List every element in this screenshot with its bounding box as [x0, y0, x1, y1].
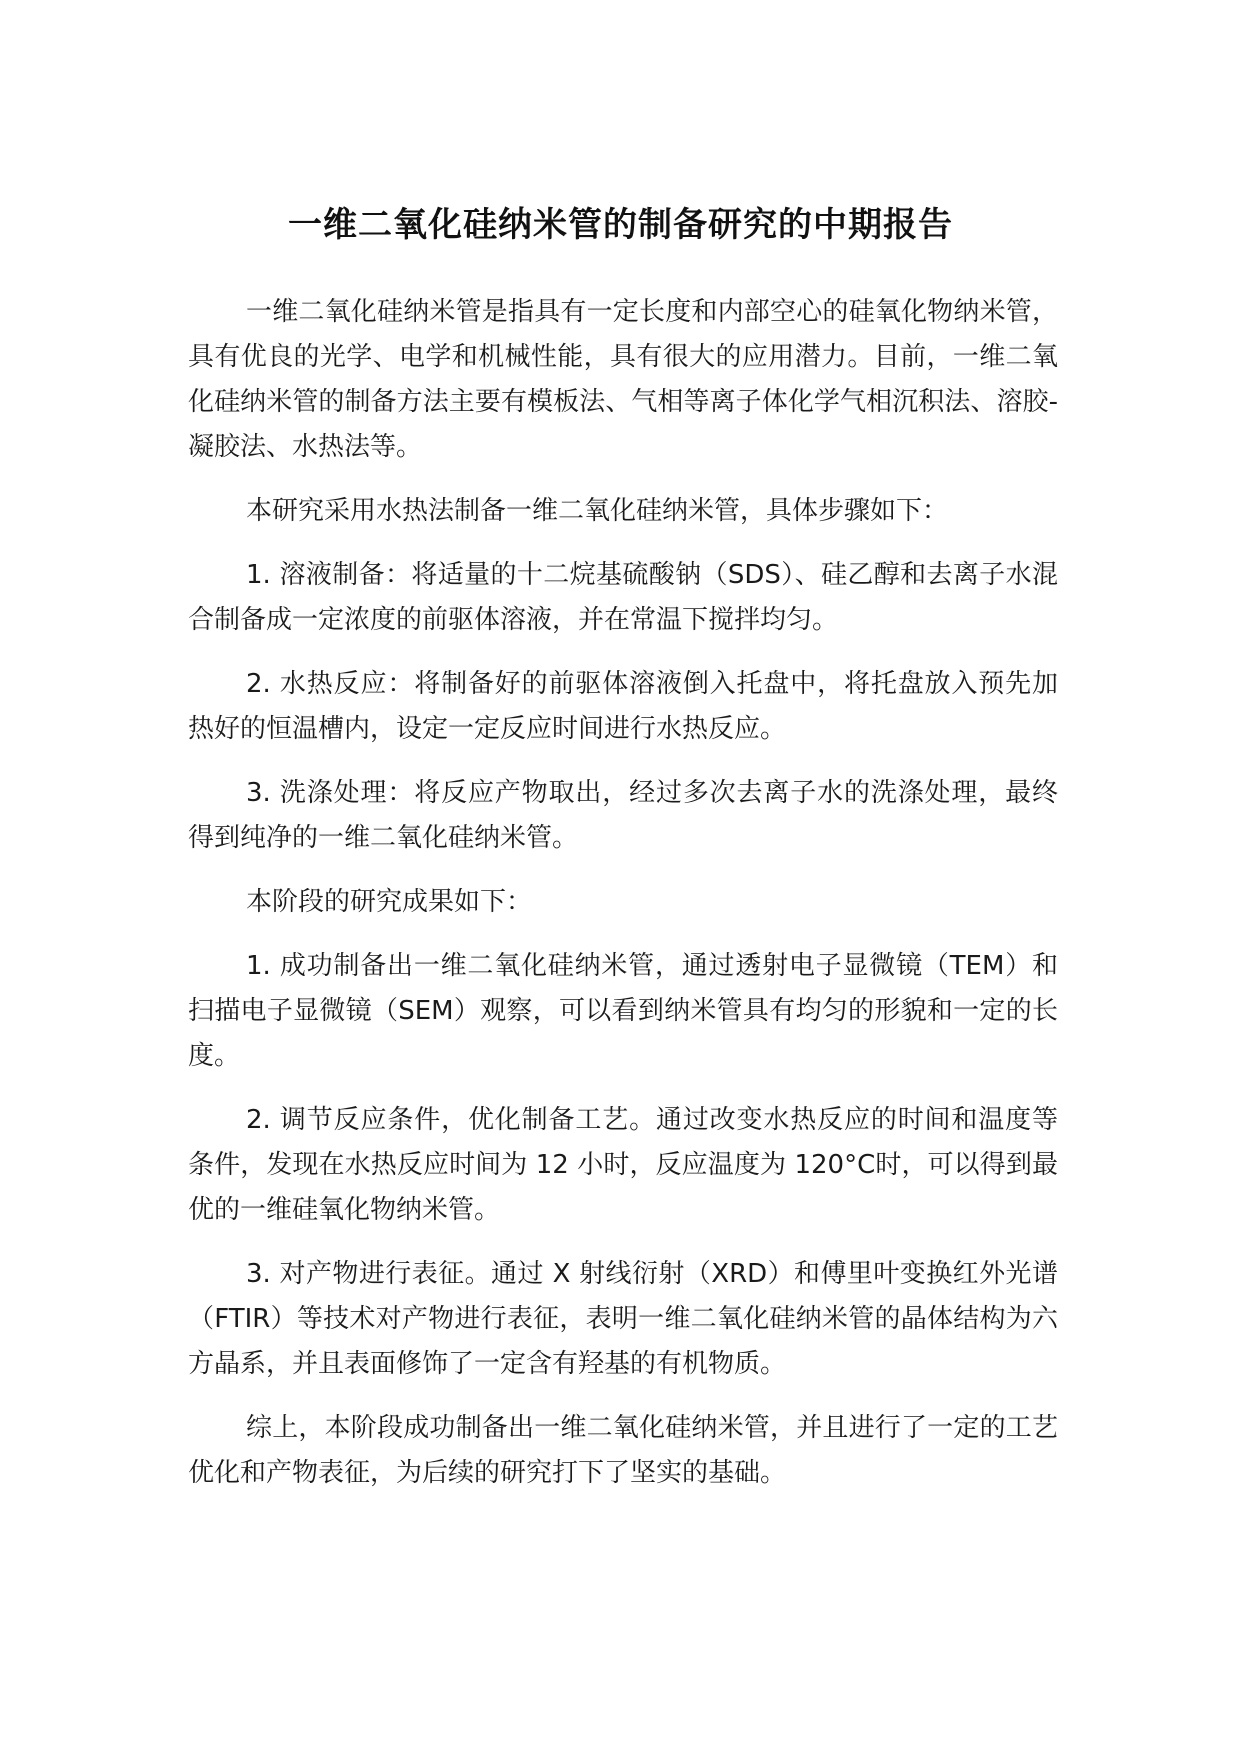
paragraph-results-intro: 本阶段的研究成果如下：	[246, 887, 533, 917]
paragraph-intro: 一维二氧化硅纳米管是指具有一定长度和内部空心的硅氧化物纳米管，具有优良的光学、电学和机械性能，具有很大的应用潜力。目前，一维二氧化硅纳米管的制备方法主要有模板法、气相等离子体化学气相沉积法、溶胶-凝胶法、水热法等。	[188, 297, 1058, 462]
document-title: 一维二氧化硅纳米管的制备研究的中期报告	[288, 204, 953, 245]
paragraph-method-intro: 本研究采用水热法制备一维二氧化硅纳米管，具体步骤如下：	[246, 496, 949, 526]
document-body	[188, 290, 1058, 1515]
paragraph-result-characterization: 3. 对产物进行表征。通过 X 射线衍射（XRD）和傅里叶变换红外光谱（FTIR）等技术对产物进行表征，表明一维二氧化硅纳米管的晶体结构为六方晶系，并且表面修饰了一定含有羟基的有机物质。	[188, 1259, 1058, 1379]
paragraph-step-hydrothermal: 2. 水热反应：将制备好的前驱体溶液倒入托盘中，将托盘放入预先加热好的恒温槽内，设定一定反应时间进行水热反应。	[188, 669, 1058, 744]
paragraph-result-optimization: 2. 调节反应条件，优化制备工艺。通过改变水热反应的时间和温度等条件，发现在水热反应时间为 12 小时，反应温度为 120°C时，可以得到最优的一维硅氧化物纳米管。	[188, 1105, 1058, 1225]
paragraph-result-synthesis: 1. 成功制备出一维二氧化硅纳米管，通过透射电子显微镜（TEM）和扫描电子显微镜（SEM）观察，可以看到纳米管具有均匀的形貌和一定的长度。	[188, 951, 1058, 1071]
paragraph-conclusion: 综上，本阶段成功制备出一维二氧化硅纳米管，并且进行了一定的工艺优化和产物表征，为后续的研究打下了坚实的基础。	[188, 1413, 1058, 1488]
paragraph-step-solution: 1. 溶液制备：将适量的十二烷基硫酸钠（SDS）、硅乙醇和去离子水混合制备成一定浓度的前驱体溶液，并在常温下搅拌均匀。	[188, 560, 1058, 635]
paragraph-step-washing: 3. 洗涤处理：将反应产物取出，经过多次去离子水的洗涤处理，最终得到纯净的一维二氧化硅纳米管。	[188, 778, 1058, 853]
